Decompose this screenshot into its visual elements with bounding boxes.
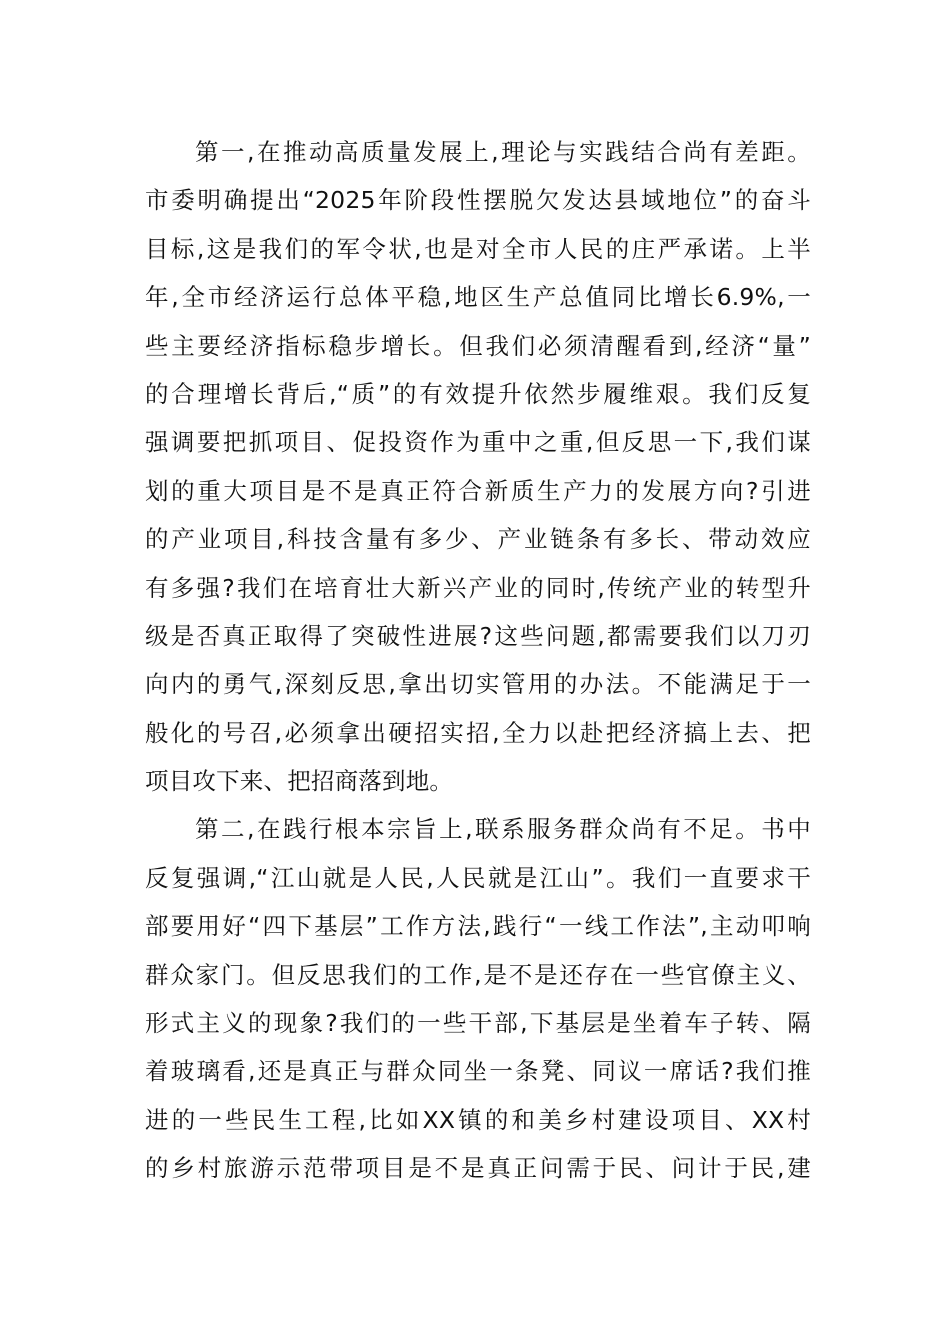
paragraph-line: 反复强调,“江山就是人民,人民就是江山”。我们一直要求干 bbox=[145, 863, 811, 892]
paragraph-line: 部要用好“四下基层”工作方法,践行“一线工作法”,主动叩响 bbox=[145, 912, 811, 941]
paragraph-line: 的乡村旅游示范带项目是不是真正问需于民、问计于民,建 bbox=[145, 1154, 811, 1183]
paragraph-line: 着玻璃看,还是真正与群众同坐一条凳、同议一席话?我们推 bbox=[145, 1057, 811, 1086]
paragraph-line: 形式主义的现象?我们的一些干部,下基层是坐着车子转、隔 bbox=[145, 1009, 811, 1038]
paragraph-line: 群众家门。但反思我们的工作,是不是还存在一些官僚主义、 bbox=[145, 960, 811, 989]
paragraph-line: 有多强?我们在培育壮大新兴产业的同时,传统产业的转型升 bbox=[145, 573, 811, 602]
paragraph-line: 强调要把抓项目、促投资作为重中之重,但反思一下,我们谋 bbox=[145, 428, 811, 457]
paragraph-line: 向内的勇气,深刻反思,拿出切实管用的办法。不能满足于一 bbox=[145, 670, 811, 699]
document-body bbox=[145, 128, 811, 1193]
paragraph-line: 划的重大项目是不是真正符合新质生产力的发展方向?引进 bbox=[145, 476, 811, 505]
paragraph-line: 级是否真正取得了突破性进展?这些问题,都需要我们以刀刃 bbox=[145, 621, 811, 650]
paragraph-line: 的产业项目,科技含量有多少、产业链条有多长、带动效应 bbox=[145, 525, 811, 554]
paragraph-line: 进的一些民生工程,比如XX镇的和美乡村建设项目、XX村 bbox=[145, 1105, 811, 1134]
paragraph-1 bbox=[145, 128, 811, 805]
paragraph-line: 目标,这是我们的军令状,也是对全市人民的庄严承诺。上半 bbox=[145, 234, 811, 263]
paragraph-line: 的合理增长背后,“质”的有效提升依然步履维艰。我们反复 bbox=[145, 379, 811, 408]
paragraph-line: 些主要经济指标稳步增长。但我们必须清醒看到,经济“量” bbox=[145, 331, 811, 360]
paragraph-line: 市委明确提出“2025年阶段性摆脱欠发达县域地位”的奋斗 bbox=[145, 186, 811, 215]
paragraph-line: 第一,在推动高质量发展上,理论与实践结合尚有差距。 bbox=[195, 138, 811, 166]
paragraph-line: 第二,在践行根本宗旨上,联系服务群众尚有不足。书中 bbox=[195, 815, 811, 844]
paragraph-line: 项目攻下来、把招商落到地。 bbox=[145, 767, 454, 796]
paragraph-line: 年,全市经济运行总体平稳,地区生产总值同比增长6.9%,一 bbox=[145, 283, 811, 312]
paragraph-2 bbox=[145, 805, 811, 1192]
paragraph-line: 般化的号召,必须拿出硬招实招,全力以赴把经济搞上去、把 bbox=[145, 718, 811, 747]
